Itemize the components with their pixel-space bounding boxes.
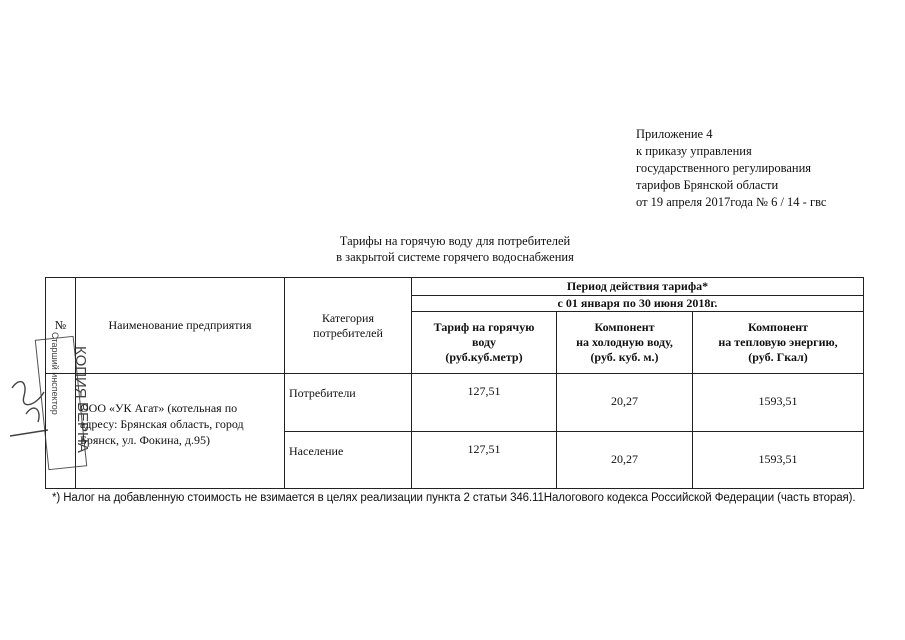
tariff-table xyxy=(45,277,864,489)
tariff-cell: 127,51 xyxy=(412,374,557,432)
cold-cell: 20,27 xyxy=(557,432,693,489)
company-line-1: ООО «УК Агат» (котельная по xyxy=(80,401,238,415)
header-tariff-line-3: (руб.куб.метр) xyxy=(445,350,523,364)
category-cell: Потребители xyxy=(285,374,412,432)
header-cold-water xyxy=(557,312,693,374)
header-tariff-line-2: воду xyxy=(471,335,497,349)
tariff-cell: 127,51 xyxy=(412,432,557,489)
header-number: № xyxy=(46,278,76,374)
cold-cell: 20,27 xyxy=(557,374,693,432)
appendix-line-1: Приложение 4 xyxy=(636,127,713,141)
heat-cell: 1593,51 xyxy=(693,432,864,489)
header-category-line-2: потребителей xyxy=(313,325,383,340)
company-line-2: адресу: Брянская область, город xyxy=(80,417,244,431)
appendix-line-2: к приказу управления xyxy=(636,144,752,158)
header-heat-line-1: Компонент xyxy=(747,320,808,334)
signature-mark xyxy=(10,382,48,436)
header-cold-line-1: Компонент xyxy=(594,320,655,334)
header-category-line-1: Категория xyxy=(322,310,374,325)
header-cold-line-2: на холодную воду, xyxy=(576,335,673,349)
appendix-block xyxy=(636,126,826,211)
footnote: *) Налог на добавленную стоимость не взимается в целях реализации пункта 2 статьи 346.11Налогового кодекса Российской Федерации (часть вторая). xyxy=(52,492,856,504)
category-cell: Население xyxy=(285,432,412,489)
header-heat-line-3: (руб. Гкал) xyxy=(748,350,808,364)
header-heat-energy xyxy=(693,312,864,374)
stamp-text-inspector: Старший инспектор xyxy=(50,332,60,415)
company-line-3: Брянск, ул. Фокина, д.95) xyxy=(80,433,211,447)
header-category xyxy=(285,278,412,374)
header-period-range: с 01 января по 30 июня 2018г. xyxy=(412,296,864,312)
header-period: Период действия тарифа* xyxy=(412,278,864,296)
appendix-line-4: тарифов Брянской области xyxy=(636,178,779,192)
appendix-line-5: от 19 апреля 2017года № 6 / 14 - гвс xyxy=(636,195,827,209)
title-line-2: в закрытой системе горячего водоснабжения xyxy=(336,250,574,264)
document-title xyxy=(250,233,660,265)
row-number xyxy=(46,374,76,489)
company-name xyxy=(76,374,285,489)
header-heat-line-2: на тепловую энергию, xyxy=(718,335,838,349)
appendix-line-3: государственного регулирования xyxy=(636,161,812,175)
table-row xyxy=(46,374,864,432)
title-line-1: Тарифы на горячую воду для потребителей xyxy=(339,234,571,248)
stamp-text-true: ВЕРНА xyxy=(74,402,91,453)
header-company: Наименование предприятия xyxy=(76,278,285,374)
stamp-text-copy: КОПИЯ xyxy=(72,346,89,399)
header-tariff-line-1: Тариф на горячую xyxy=(433,320,535,334)
header-tariff xyxy=(412,312,557,374)
heat-cell: 1593,51 xyxy=(693,374,864,432)
header-cold-line-3: (руб. куб. м.) xyxy=(590,350,659,364)
